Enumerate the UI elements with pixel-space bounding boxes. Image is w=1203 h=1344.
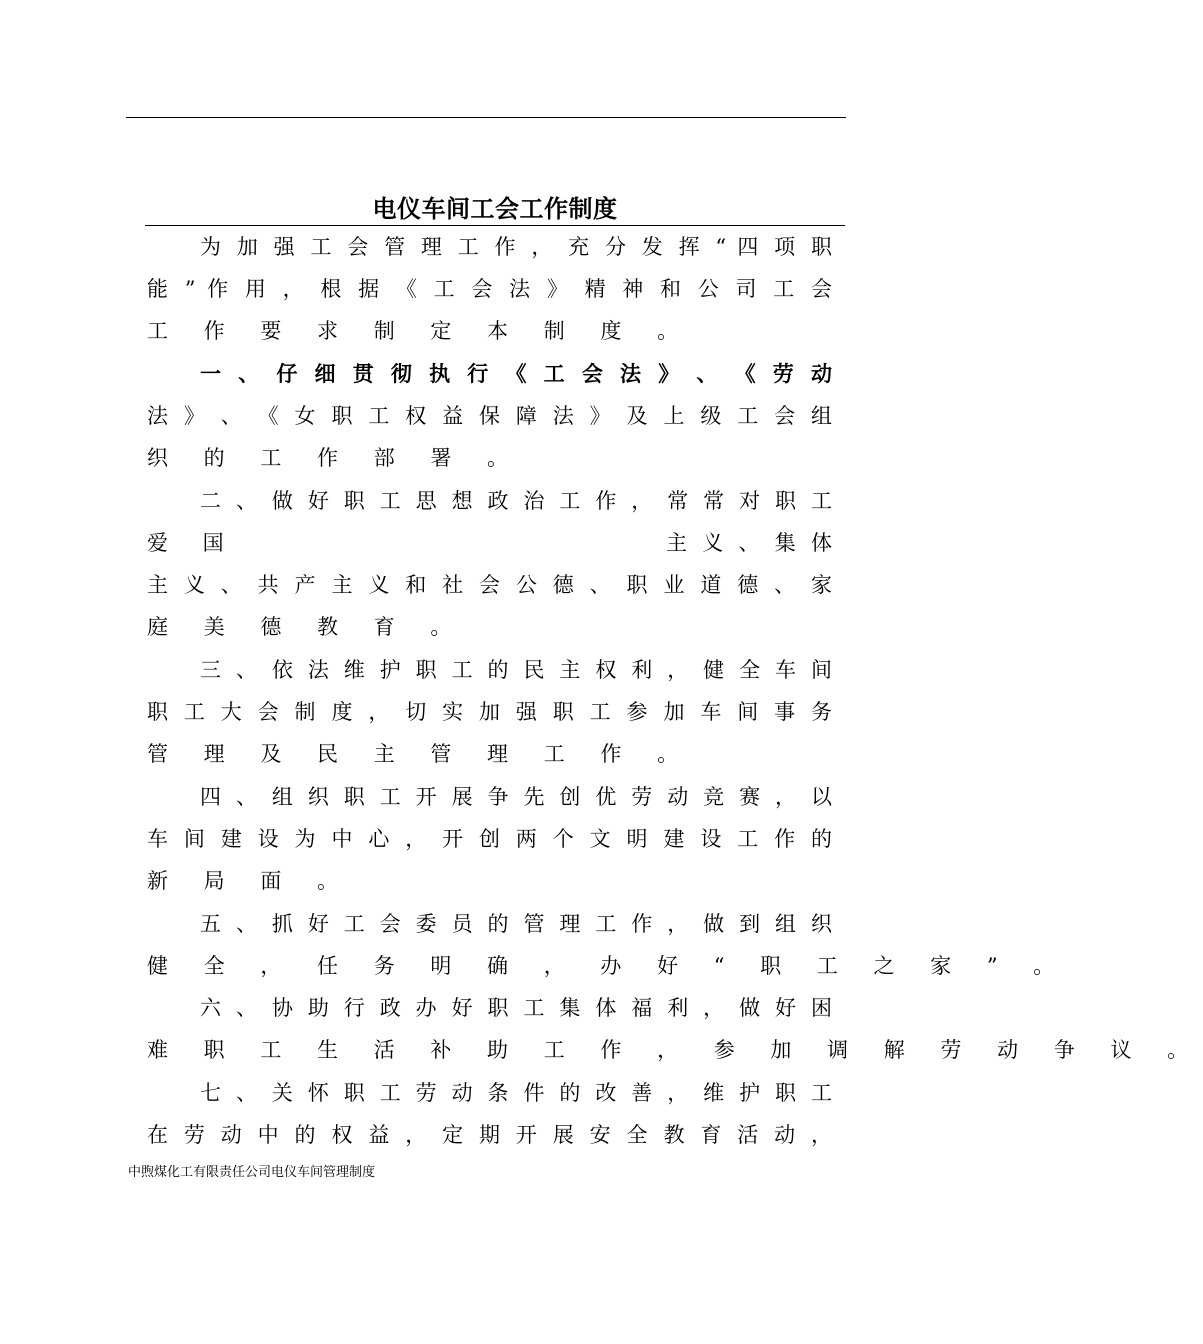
body-line: 法 》 、 《 女 职 工 权 益 保 障 法 》 及 上 级 工 会 组 — [147, 404, 832, 428]
header-rule — [126, 117, 846, 118]
body-line: 管 理 及 民 主 管 理 工 作 。 — [147, 742, 693, 766]
body-line: 主 义 、 集 体 — [666, 531, 832, 555]
body-line: 五 、 抓 好 工 会 委 员 的 管 理 工 作 ， 做 到 组 织 — [200, 912, 832, 936]
body-line: 新 局 面 。 — [147, 869, 353, 893]
body-line: 车 间 建 设 为 中 心 ， 开 创 两 个 文 明 建 设 工 作 的 — [147, 827, 832, 851]
body-line: 为 加 强 工 会 管 理 工 作 ， 充 分 发 挥 “ 四 项 职 — [200, 235, 832, 259]
body-line: 二 、 做 好 职 工 思 想 政 治 工 作 ， 常 常 对 职 工 — [200, 489, 832, 513]
body-line: 主 义 、 共 产 主 义 和 社 会 公 德 、 职 业 道 德 、 家 — [147, 573, 832, 597]
body-line: 六 、 协 助 行 政 办 好 职 工 集 体 福 利 ， 做 好 困 — [200, 996, 832, 1020]
body-line: 七 、 关 怀 职 工 劳 动 条 件 的 改 善 ， 维 护 职 工 — [200, 1081, 832, 1105]
body-line: 健 全 ， 任 务 明 确 ， 办 好 “ 职 工 之 家 ” 。 — [147, 954, 1069, 978]
body-line: 难 职 工 生 活 补 助 工 作 ， 参 加 调 解 劳 动 争 议 。 — [147, 1038, 1203, 1062]
document-title: 电仪车间工会工作制度 — [372, 195, 618, 223]
page-footer: 中煦煤化工有限责任公司电仪车间管理制度 — [128, 1165, 376, 1180]
body-line: 织 的 工 作 部 署 。 — [147, 446, 523, 470]
section-heading-line: 一 、 仔 细 贯 彻 执 行 《 工 会 法 》 、 《 劳 动 — [200, 361, 832, 386]
body-line: 四 、 组 织 职 工 开 展 争 先 创 优 劳 动 竞 赛 ， 以 — [200, 785, 832, 809]
body-line: 庭 美 德 教 育 。 — [147, 615, 466, 639]
body-line: 爱 国 — [147, 531, 238, 555]
body-line: 工 作 要 求 制 定 本 制 度 。 — [147, 319, 693, 343]
body-line: 三 、 依 法 维 护 职 工 的 民 主 权 利 ， 健 全 车 间 — [200, 658, 832, 682]
body-line: 能 ” 作 用 ， 根 据 《 工 会 法 》 精 神 和 公 司 工 会 — [147, 277, 832, 301]
body-line: 在 劳 动 中 的 权 益 ， 定 期 开 展 安 全 教 育 活 动 ， — [147, 1123, 832, 1147]
body-line: 职 工 大 会 制 度 ， 切 实 加 强 职 工 参 加 车 间 事 务 — [147, 700, 832, 724]
